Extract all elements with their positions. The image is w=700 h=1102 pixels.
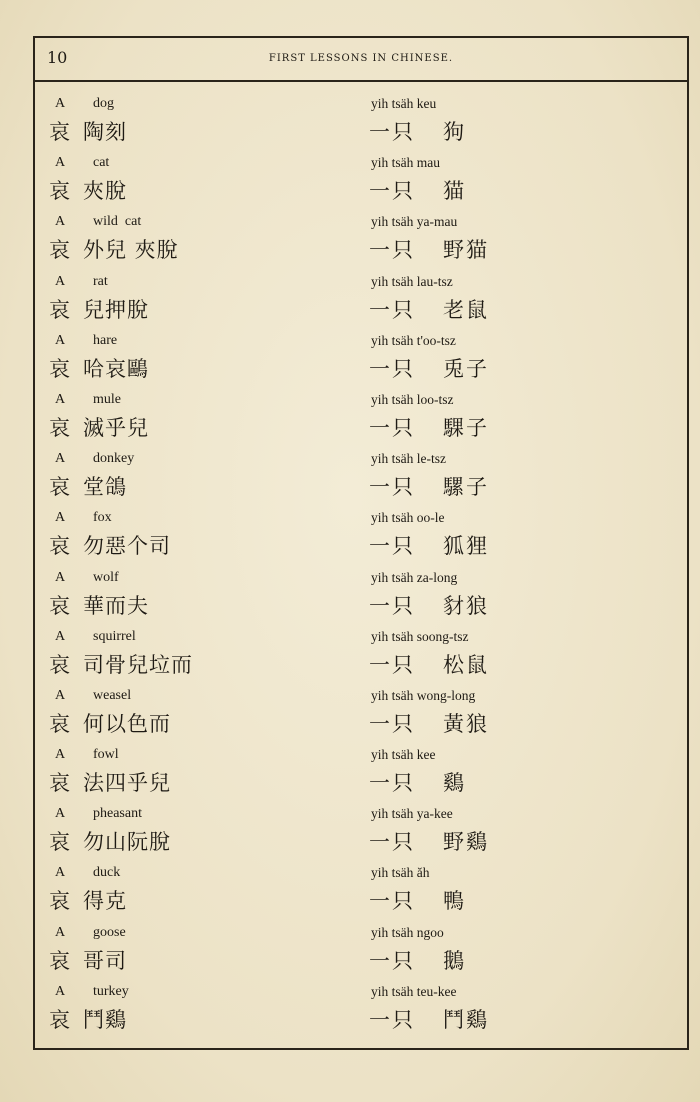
chinese-translation — [369, 294, 489, 324]
vocabulary-entry — [35, 212, 687, 271]
article: A — [55, 924, 66, 940]
vocabulary-entry — [35, 390, 687, 449]
article: A — [55, 96, 66, 111]
vocabulary-entry — [35, 508, 687, 567]
english-word: goose — [93, 924, 126, 940]
measure-word: 一只 — [369, 475, 415, 500]
phonetic-phrase: 哈哀鷗 — [83, 356, 149, 381]
english-term — [55, 392, 121, 408]
english-term — [55, 96, 114, 112]
chinese-translation — [369, 530, 489, 560]
chinese-translation — [369, 826, 489, 856]
measure-word: 一只 — [369, 297, 415, 322]
chinese-phonetic — [49, 294, 149, 324]
phonetic-phrase: 堂鴿 — [83, 475, 127, 500]
chinese-phonetic — [49, 708, 171, 738]
english-word: hare — [93, 332, 118, 348]
chinese-noun: 狐狸 — [443, 534, 489, 559]
english-word: duck — [93, 865, 121, 881]
chinese-noun: 黃狼 — [443, 711, 489, 736]
chinese-noun: 野猫 — [443, 238, 489, 263]
measure-word: 一只 — [369, 948, 415, 973]
english-term — [55, 155, 109, 171]
romanization: yih tsäh t'oo-tsz — [371, 332, 456, 348]
chinese-translation — [369, 945, 466, 975]
romanization: yih tsäh loo-tsz — [371, 391, 454, 407]
chinese-translation — [369, 234, 489, 264]
measure-word: 一只 — [369, 1007, 415, 1032]
phonetic-prefix: 哀 — [49, 593, 71, 618]
romanization: yih tsäh ngoo — [371, 924, 444, 940]
chinese-translation — [369, 649, 489, 679]
phonetic-phrase: 夾脫 — [83, 179, 127, 204]
romanization: yih tsäh oo-le — [371, 510, 445, 526]
chinese-noun: 鵝 — [443, 948, 466, 973]
english-term — [55, 925, 126, 941]
phonetic-phrase: 滅乎兒 — [83, 415, 149, 440]
chinese-phonetic — [49, 649, 193, 679]
measure-word: 一只 — [369, 830, 415, 855]
romanization: yih tsäh teu-kee — [371, 983, 457, 999]
chinese-phonetic — [49, 234, 179, 264]
article: A — [55, 214, 66, 230]
chinese-translation — [369, 471, 489, 501]
chinese-phonetic — [49, 116, 127, 146]
measure-word: 一只 — [369, 179, 415, 204]
vocabulary-entry — [35, 745, 687, 804]
chinese-phonetic — [49, 530, 171, 560]
phonetic-phrase: 外兒 夾脫 — [83, 238, 179, 263]
romanization: yih tsäh wong-long — [371, 687, 476, 703]
vocabulary-entry — [35, 863, 687, 922]
chinese-translation — [369, 116, 466, 146]
phonetic-phrase: 陶刻 — [83, 120, 127, 144]
phonetic-prefix: 哀 — [49, 238, 71, 263]
chinese-translation — [369, 885, 466, 915]
chinese-noun: 野鷄 — [443, 830, 489, 855]
vocabulary-entry — [35, 449, 687, 508]
english-word: pheasant — [93, 806, 142, 822]
phonetic-prefix: 哀 — [49, 948, 71, 973]
romanization: yih tsäh ya-mau — [371, 214, 458, 230]
chinese-translation — [369, 708, 489, 738]
english-term — [55, 865, 120, 881]
article: A — [55, 273, 66, 289]
romanization: yih tsäh soong-tsz — [371, 628, 469, 644]
english-term — [55, 274, 108, 290]
chinese-noun: 狗 — [443, 120, 466, 144]
vocabulary-entry — [35, 568, 687, 627]
phonetic-phrase: 司骨兒垃而 — [83, 652, 193, 677]
phonetic-phrase: 法四乎兒 — [83, 771, 171, 796]
article: A — [55, 510, 66, 526]
measure-word: 一只 — [369, 771, 415, 796]
phonetic-prefix: 哀 — [49, 652, 71, 677]
article: A — [55, 865, 66, 881]
vocabulary-entry — [35, 923, 687, 982]
vocabulary-entry — [35, 94, 687, 153]
measure-word: 一只 — [369, 711, 415, 736]
measure-word: 一只 — [369, 238, 415, 263]
phonetic-prefix: 哀 — [49, 415, 71, 440]
english-term — [55, 984, 129, 1000]
chinese-noun: 鷄 — [443, 771, 466, 796]
chinese-phonetic — [49, 590, 149, 620]
phonetic-prefix: 哀 — [49, 830, 71, 855]
article: A — [55, 983, 66, 999]
phonetic-phrase: 勿山阮脫 — [83, 830, 171, 855]
page-number: 10 — [47, 48, 68, 67]
measure-word: 一只 — [369, 356, 415, 381]
article: A — [55, 806, 66, 822]
chinese-phonetic — [49, 885, 127, 915]
article: A — [55, 391, 66, 407]
english-word: weasel — [93, 687, 132, 703]
vocabulary-entry — [35, 331, 687, 390]
chinese-phonetic — [49, 353, 149, 383]
chinese-phonetic — [49, 175, 127, 205]
chinese-noun: 騍子 — [443, 415, 489, 440]
chinese-noun: 鴨 — [443, 889, 466, 914]
chinese-noun: 老鼠 — [443, 297, 489, 322]
chinese-phonetic — [49, 826, 171, 856]
measure-word: 一只 — [369, 889, 415, 914]
phonetic-prefix: 哀 — [49, 179, 71, 204]
phonetic-phrase: 兒押脫 — [83, 297, 149, 322]
chinese-phonetic — [49, 945, 127, 975]
chinese-phonetic — [49, 412, 149, 442]
english-word: turkey — [93, 983, 129, 999]
chinese-noun: 兎子 — [443, 356, 489, 381]
english-term — [55, 510, 112, 526]
phonetic-phrase: 鬥鷄 — [83, 1007, 127, 1032]
measure-word: 一只 — [369, 652, 415, 677]
chinese-translation — [369, 175, 466, 205]
running-title: FIRST LESSONS IN CHINESE. — [268, 53, 454, 64]
phonetic-phrase: 得克 — [83, 889, 127, 914]
romanization: yih tsäh kee — [371, 747, 436, 763]
english-word: fowl — [93, 747, 119, 763]
article: A — [55, 747, 66, 763]
english-word: mule — [93, 391, 121, 407]
phonetic-prefix: 哀 — [49, 771, 71, 796]
english-term — [55, 214, 141, 230]
english-word: dog — [93, 96, 114, 111]
phonetic-prefix: 哀 — [49, 297, 71, 322]
english-word: wolf — [93, 569, 119, 585]
chinese-noun: 猫 — [443, 179, 466, 204]
chinese-phonetic — [49, 1004, 127, 1034]
english-word: donkey — [93, 451, 135, 467]
romanization: yih tsäh ya-kee — [371, 806, 453, 822]
phonetic-prefix: 哀 — [49, 475, 71, 500]
article: A — [55, 569, 66, 585]
chinese-noun: 騾子 — [443, 475, 489, 500]
phonetic-prefix: 哀 — [49, 120, 71, 144]
english-term — [55, 629, 136, 645]
chinese-phonetic — [49, 767, 171, 797]
chinese-translation — [369, 353, 489, 383]
english-word: squirrel — [93, 628, 136, 644]
chinese-noun: 松鼠 — [443, 652, 489, 677]
phonetic-phrase: 勿惡个司 — [83, 534, 171, 559]
romanization: yih tsäh ăh — [371, 865, 430, 881]
chinese-translation — [369, 412, 489, 442]
article: A — [55, 155, 66, 171]
phonetic-prefix: 哀 — [49, 356, 71, 381]
measure-word: 一只 — [369, 120, 415, 144]
english-term — [55, 747, 119, 763]
phonetic-prefix: 哀 — [49, 711, 71, 736]
phonetic-phrase: 何以色而 — [83, 711, 171, 736]
romanization: yih tsäh mau — [371, 155, 440, 171]
article: A — [55, 332, 66, 348]
english-term — [55, 570, 119, 586]
phonetic-prefix: 哀 — [49, 534, 71, 559]
phonetic-phrase: 華而夫 — [83, 593, 149, 618]
vocabulary-entry — [35, 982, 687, 1041]
english-word: wild cat — [93, 214, 142, 230]
romanization: yih tsäh le-tsz — [371, 451, 446, 467]
chinese-noun: 鬥鷄 — [443, 1007, 489, 1032]
phonetic-prefix: 哀 — [49, 889, 71, 914]
romanization: yih tsäh lau-tsz — [371, 273, 453, 289]
vocabulary-entry — [35, 686, 687, 745]
article: A — [55, 687, 66, 703]
article: A — [55, 451, 66, 467]
romanization: yih tsäh za-long — [371, 569, 458, 585]
vocabulary-entry — [35, 153, 687, 212]
phonetic-phrase: 哥司 — [83, 948, 127, 973]
chinese-noun: 豺狼 — [443, 593, 489, 618]
vocabulary-entry — [35, 627, 687, 686]
english-word: fox — [93, 510, 112, 526]
english-word: cat — [93, 155, 110, 171]
chinese-phonetic — [49, 471, 127, 501]
chinese-translation — [369, 590, 489, 620]
english-term — [55, 451, 134, 467]
page-header — [35, 38, 687, 82]
vocabulary-entry — [35, 272, 687, 331]
english-term — [55, 688, 131, 704]
english-term — [55, 333, 117, 349]
romanization: yih tsäh keu — [371, 96, 437, 111]
measure-word: 一只 — [369, 415, 415, 440]
chinese-translation — [369, 767, 466, 797]
measure-word: 一只 — [369, 534, 415, 559]
vocabulary-entry — [35, 804, 687, 863]
article: A — [55, 628, 66, 644]
measure-word: 一只 — [369, 593, 415, 618]
english-term — [55, 806, 142, 822]
english-word: rat — [93, 273, 108, 289]
chinese-translation — [369, 1004, 489, 1034]
page-border — [33, 36, 689, 1050]
vocabulary-list — [35, 94, 687, 1041]
phonetic-prefix: 哀 — [49, 1007, 71, 1032]
